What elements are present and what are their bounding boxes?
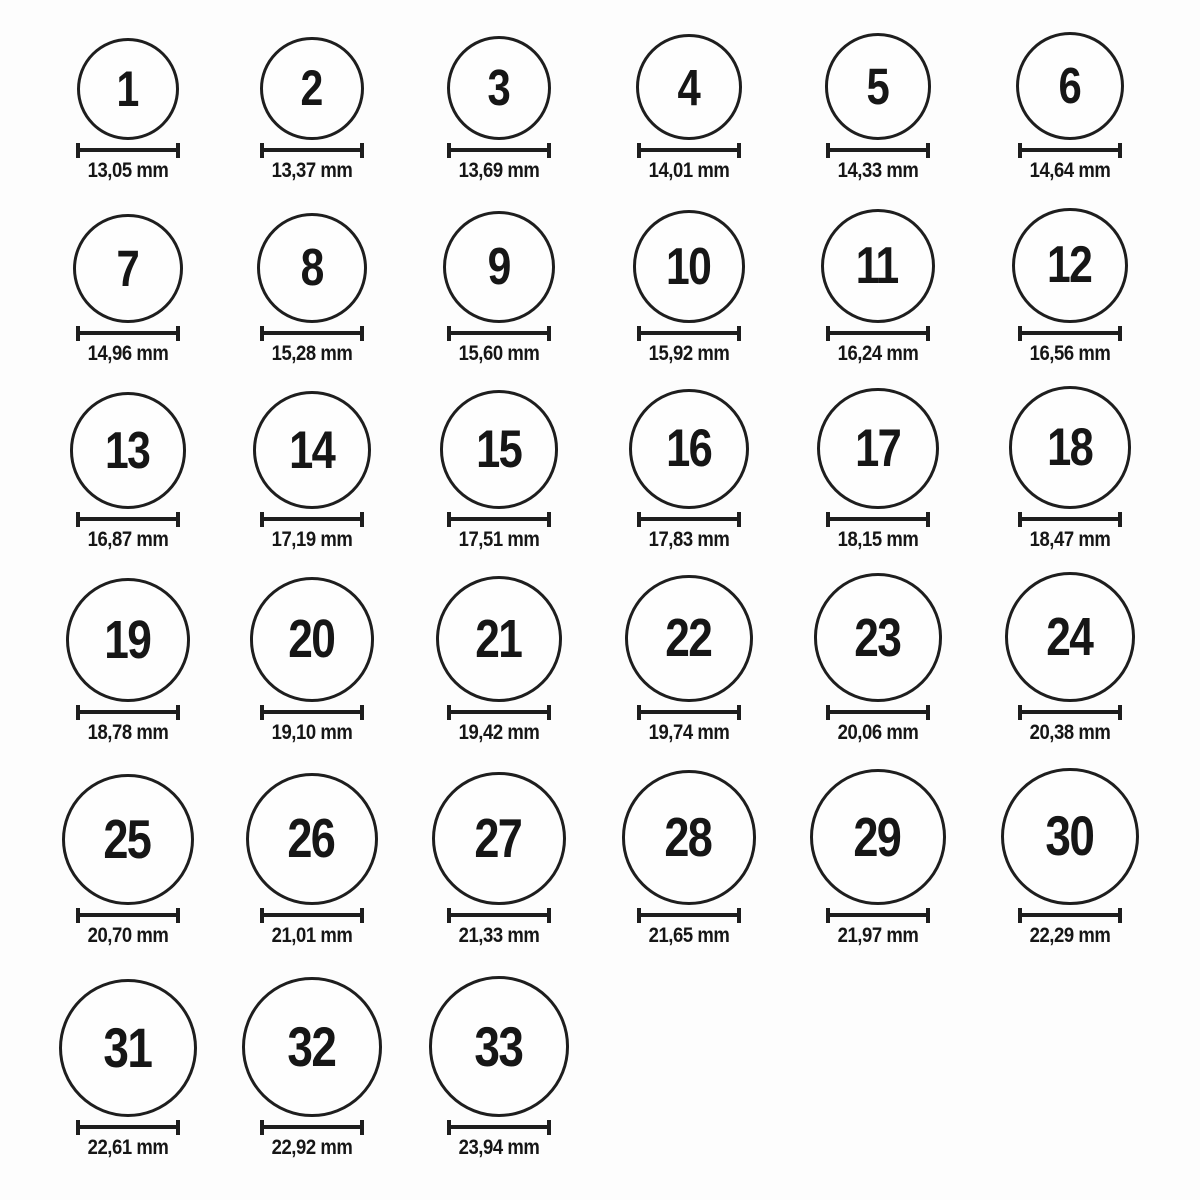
dimension-bar [637,913,741,917]
diameter-label: 20,06 mm [837,721,919,744]
dimension-bar [447,913,551,917]
dimension-bar [637,710,741,714]
dimension-bar [260,331,364,335]
dimension-bar [260,913,364,917]
diameter-label: 19,10 mm [271,721,353,744]
diameter-label: 21,97 mm [837,924,919,947]
dimension-end-tick-right [737,512,741,527]
size-circle [821,209,935,323]
dimension-end-tick-right [1118,326,1122,341]
diameter-dimension-line [447,143,551,158]
diameter-label: 14,64 mm [1029,159,1111,182]
dimension-bar [826,517,930,521]
size-number: 3 [487,59,509,117]
size-number: 25 [103,807,151,870]
size-number: 14 [288,420,334,480]
diameter-dimension-line [447,1120,551,1135]
size-circle [66,578,190,702]
diameter-dimension-line [637,143,741,158]
diameter-dimension-line [826,326,930,341]
size-circle [636,34,742,140]
diameter-label: 14,33 mm [837,159,919,182]
diameter-dimension-line [260,326,364,341]
size-number: 5 [866,58,888,116]
diameter-dimension-line [76,705,180,720]
size-number: 18 [1046,418,1092,478]
size-circle [70,392,187,509]
dimension-end-tick-right [176,908,180,923]
dimension-bar [637,331,741,335]
dimension-end-tick-right [176,143,180,158]
diameter-dimension-line [826,143,930,158]
size-number: 9 [487,238,510,297]
diameter-dimension-line [260,1120,364,1135]
size-circle [257,213,367,323]
diameter-label: 18,78 mm [87,721,169,744]
dimension-end-tick-right [547,908,551,923]
size-circle [629,389,749,509]
size-circle [436,576,562,702]
dimension-bar [826,710,930,714]
dimension-bar [826,331,930,335]
diameter-dimension-line [76,326,180,341]
diameter-dimension-line [1018,143,1122,158]
diameter-label: 20,38 mm [1029,721,1111,744]
size-circle [447,36,551,140]
dimension-bar [260,517,364,521]
dimension-bar [1018,148,1122,152]
size-circle [622,770,757,905]
size-circle [250,577,375,702]
dimension-bar [1018,517,1122,521]
diameter-label: 15,92 mm [648,342,730,365]
diameter-label: 20,70 mm [87,924,169,947]
dimension-end-tick-right [176,1120,180,1135]
dimension-end-tick-right [360,908,364,923]
size-number: 30 [1045,804,1094,868]
size-circle [817,388,938,509]
diameter-label: 22,29 mm [1029,924,1111,947]
size-number: 2 [300,60,322,117]
size-circle [1012,208,1127,323]
diameter-label: 19,74 mm [648,721,730,744]
size-number: 19 [104,610,151,671]
diameter-dimension-line [76,1120,180,1135]
diameter-label: 17,83 mm [648,528,730,551]
dimension-bar [826,913,930,917]
size-circle [625,575,752,702]
dimension-end-tick-right [547,512,551,527]
dimension-end-tick-right [926,705,930,720]
size-number: 24 [1046,607,1093,668]
size-circle [1016,32,1124,140]
diameter-dimension-line [637,705,741,720]
diameter-dimension-line [447,512,551,527]
diameter-dimension-line [76,512,180,527]
diameter-label: 16,56 mm [1029,342,1111,365]
dimension-end-tick-right [926,512,930,527]
dimension-bar [76,710,180,714]
size-number: 33 [474,1014,523,1078]
dimension-end-tick-right [176,512,180,527]
diameter-label: 14,01 mm [648,159,730,182]
diameter-label: 16,24 mm [837,342,919,365]
size-circle [443,211,555,323]
size-number: 21 [475,608,522,669]
size-circle [260,37,363,140]
size-number: 13 [105,421,150,480]
dimension-bar [637,148,741,152]
diameter-dimension-line [260,143,364,158]
size-number: 28 [664,806,712,869]
diameter-dimension-line [1018,705,1122,720]
size-circle [242,977,382,1117]
diameter-label: 13,37 mm [271,159,353,182]
diameter-label: 17,19 mm [271,528,353,551]
size-number: 7 [116,239,138,297]
dimension-bar [447,710,551,714]
diameter-label: 18,47 mm [1029,528,1111,551]
diameter-dimension-line [260,512,364,527]
dimension-end-tick-right [360,705,364,720]
size-number: 32 [287,1015,336,1079]
diameter-dimension-line [826,512,930,527]
dimension-end-tick-right [926,326,930,341]
dimension-end-tick-right [176,326,180,341]
dimension-end-tick-right [737,705,741,720]
size-circle [810,769,946,905]
dimension-end-tick-right [360,326,364,341]
diameter-label: 22,61 mm [87,1136,169,1159]
size-number: 20 [288,609,335,670]
dimension-end-tick-right [1118,143,1122,158]
size-number: 11 [856,236,899,295]
dimension-bar [826,148,930,152]
dimension-bar [1018,710,1122,714]
dimension-bar [1018,331,1122,335]
diameter-dimension-line [76,143,180,158]
size-circle [1001,768,1138,905]
diameter-dimension-line [1018,512,1122,527]
size-circle [814,573,943,702]
size-number: 23 [854,607,901,668]
dimension-end-tick-right [1118,705,1122,720]
diameter-dimension-line [260,705,364,720]
dimension-end-tick-right [1118,512,1122,527]
size-number: 26 [287,807,335,870]
dimension-bar [76,517,180,521]
size-number: 8 [300,238,323,297]
dimension-bar [76,148,180,152]
size-number: 16 [665,419,711,479]
dimension-end-tick-right [926,908,930,923]
diameter-label: 23,94 mm [458,1136,540,1159]
dimension-end-tick-right [737,908,741,923]
diameter-dimension-line [826,705,930,720]
diameter-dimension-line [637,326,741,341]
size-number: 17 [854,418,900,478]
diameter-dimension-line [1018,326,1122,341]
dimension-end-tick-right [360,1120,364,1135]
dimension-bar [76,1125,180,1129]
dimension-end-tick-right [176,705,180,720]
size-circle [1009,386,1132,509]
dimension-bar [76,913,180,917]
diameter-label: 16,87 mm [87,528,169,551]
size-number: 27 [474,806,522,869]
size-circle [440,390,559,509]
dimension-end-tick-right [360,512,364,527]
diameter-dimension-line [826,908,930,923]
size-circle [432,772,565,905]
diameter-dimension-line [637,908,741,923]
dimension-bar [637,517,741,521]
size-number: 4 [677,58,699,116]
diameter-label: 15,28 mm [271,342,353,365]
dimension-bar [447,517,551,521]
dimension-end-tick-right [547,326,551,341]
diameter-label: 13,69 mm [458,159,540,182]
dimension-end-tick-right [926,143,930,158]
diameter-label: 22,92 mm [271,1136,353,1159]
diameter-label: 19,42 mm [458,721,540,744]
size-number: 12 [1047,236,1092,295]
dimension-bar [1018,913,1122,917]
dimension-bar [260,710,364,714]
diameter-dimension-line [447,705,551,720]
diameter-dimension-line [447,908,551,923]
dimension-bar [260,148,364,152]
size-circle [62,774,193,905]
size-number: 15 [475,420,521,480]
diameter-dimension-line [1018,908,1122,923]
dimension-bar [447,331,551,335]
dimension-bar [447,1125,551,1129]
dimension-end-tick-right [547,1120,551,1135]
size-number: 6 [1058,57,1080,115]
size-number: 31 [103,1015,152,1079]
dimension-bar [447,148,551,152]
size-circle [73,214,182,323]
size-number: 29 [853,805,901,868]
diameter-dimension-line [637,512,741,527]
diameter-label: 15,60 mm [458,342,540,365]
size-circle [253,391,371,509]
diameter-label: 18,15 mm [837,528,919,551]
size-circle [77,38,179,140]
size-number: 1 [116,61,138,117]
dimension-bar [260,1125,364,1129]
size-circle [246,773,378,905]
dimension-bar [76,331,180,335]
size-circle [633,210,746,323]
dimension-end-tick-right [547,705,551,720]
diameter-label: 21,33 mm [458,924,540,947]
size-circle [1005,572,1135,702]
size-circle [825,33,932,140]
dimension-end-tick-right [737,143,741,158]
size-number: 22 [665,608,712,669]
dimension-end-tick-right [1118,908,1122,923]
dimension-end-tick-right [360,143,364,158]
size-circle [59,979,197,1117]
diameter-label: 14,96 mm [87,342,169,365]
diameter-dimension-line [447,326,551,341]
diameter-dimension-line [260,908,364,923]
size-number: 10 [666,237,711,296]
size-circle [429,976,570,1117]
diameter-label: 21,01 mm [271,924,353,947]
diameter-label: 13,05 mm [87,159,169,182]
dimension-end-tick-right [547,143,551,158]
diameter-label: 17,51 mm [458,528,540,551]
diameter-label: 21,65 mm [648,924,730,947]
diameter-dimension-line [76,908,180,923]
dimension-end-tick-right [737,326,741,341]
